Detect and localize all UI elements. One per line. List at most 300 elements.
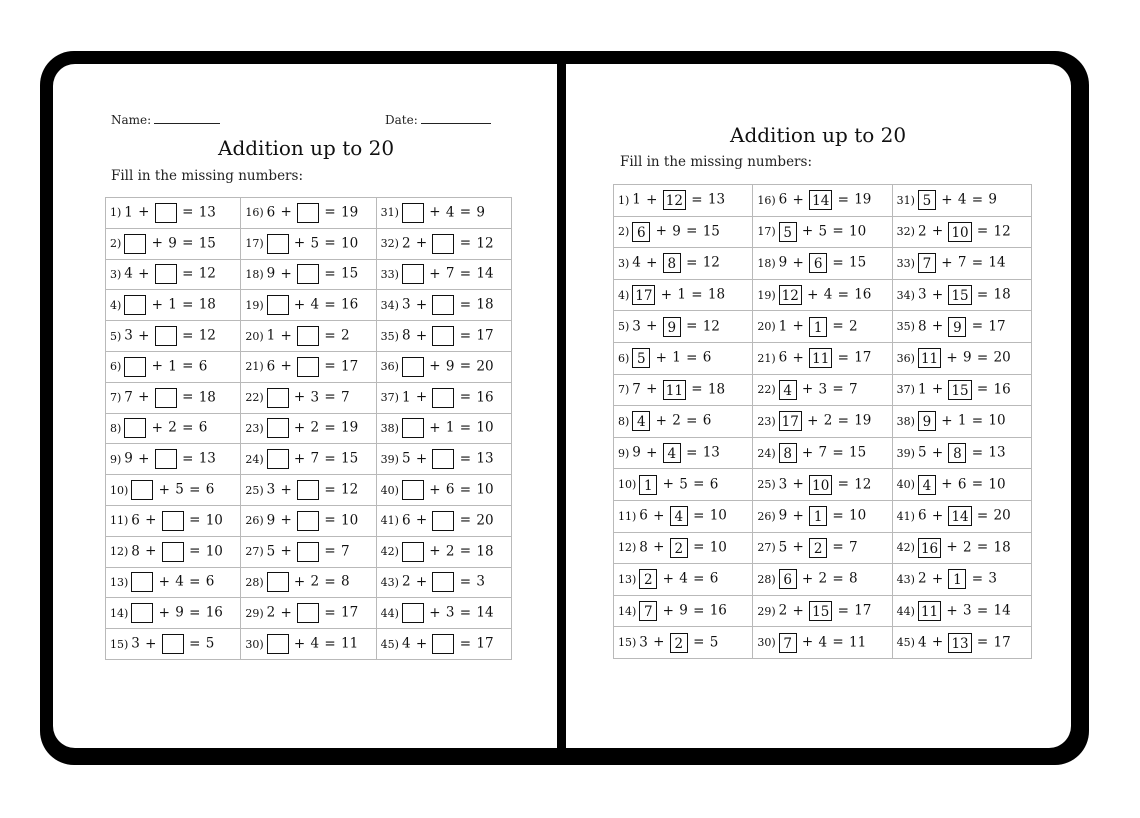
- sum-value: 15: [849, 254, 867, 271]
- problem-cell: [376, 382, 511, 413]
- problem-cell: [614, 469, 753, 501]
- sum-value: 9: [988, 191, 997, 208]
- plus-sign: +: [411, 573, 432, 590]
- table-row: [614, 564, 1032, 596]
- sum-value: 18: [993, 286, 1011, 303]
- equals-sign: =: [455, 543, 476, 560]
- answer-input-box[interactable]: [162, 542, 184, 562]
- problem-cell: [376, 629, 511, 660]
- addend: 1: [168, 296, 177, 313]
- addend: 3: [778, 476, 788, 493]
- answer-input-box[interactable]: [267, 388, 289, 408]
- problem-number: 20): [757, 320, 776, 334]
- plus-sign: +: [797, 444, 818, 461]
- addend: 9: [445, 358, 455, 375]
- problem-cell: [614, 185, 753, 217]
- sum-value: 7: [341, 543, 350, 560]
- problem-number: 31): [380, 206, 399, 220]
- answer-box: 1: [948, 569, 966, 589]
- problem-number: 45): [380, 637, 399, 651]
- sum-value: 16: [476, 389, 494, 406]
- answer-input-box[interactable]: [155, 326, 177, 346]
- problem-number: 8): [618, 414, 630, 428]
- plus-sign: +: [788, 602, 809, 619]
- equals-sign: =: [184, 543, 205, 560]
- problem-number: 17): [245, 237, 264, 251]
- plus-sign: +: [942, 349, 963, 366]
- sum-value: 14: [476, 604, 494, 621]
- table-row: [614, 185, 1032, 217]
- problem-number: 10): [618, 478, 637, 492]
- answer-input-box[interactable]: [297, 480, 319, 500]
- equals-sign: =: [688, 539, 709, 556]
- problem-number: 18): [757, 256, 776, 270]
- answer-input-box[interactable]: [124, 418, 146, 438]
- addend: 8: [639, 539, 648, 556]
- sum-value: 10: [205, 512, 223, 529]
- plus-sign: +: [788, 349, 809, 366]
- addend: 9: [672, 223, 681, 240]
- answer-box: 2: [809, 538, 827, 558]
- answer-box: 11: [663, 380, 686, 400]
- problem-cell: [106, 198, 241, 229]
- problem-number: 24): [245, 452, 264, 466]
- sum-value: 10: [476, 481, 494, 498]
- equals-sign: =: [184, 635, 205, 652]
- answer-input-box[interactable]: [402, 357, 424, 377]
- problem-number: 9): [618, 446, 630, 460]
- answer-input-box[interactable]: [267, 449, 289, 469]
- equals-sign: =: [833, 476, 854, 493]
- sum-value: 18: [707, 286, 726, 303]
- answer-input-box[interactable]: [267, 295, 289, 315]
- answer-input-box[interactable]: [402, 480, 424, 500]
- problem-number: 26): [245, 514, 264, 528]
- problem-cell: [106, 567, 241, 598]
- addend: 2: [401, 235, 411, 252]
- equals-sign: =: [828, 444, 849, 461]
- answer-box: 5: [918, 190, 936, 210]
- plus-sign: +: [936, 412, 957, 429]
- worksheet-title: Addition up to 20: [218, 136, 395, 160]
- answer-box: 16: [918, 538, 941, 558]
- problem-number: 36): [380, 360, 399, 374]
- problem-number: 16): [757, 193, 776, 207]
- answer-input-box[interactable]: [432, 326, 454, 346]
- answer-input-box[interactable]: [432, 572, 454, 592]
- problem-number: 28): [757, 572, 776, 586]
- plus-sign: +: [411, 450, 432, 467]
- problem-number: 34): [896, 288, 915, 302]
- answer-input-box[interactable]: [432, 449, 454, 469]
- name-field: [111, 112, 220, 127]
- answer-input-box[interactable]: [155, 388, 177, 408]
- equals-sign: =: [833, 349, 854, 366]
- addend: 4: [175, 573, 184, 590]
- problem-cell: [892, 342, 1031, 374]
- addend: 1: [917, 381, 927, 398]
- problem-number: 12): [618, 541, 637, 555]
- problem-number: 43): [380, 575, 399, 589]
- answer-input-box[interactable]: [155, 449, 177, 469]
- sum-value: 13: [476, 450, 494, 467]
- equals-sign: =: [455, 327, 476, 344]
- addend: 5: [266, 543, 276, 560]
- plus-sign: +: [147, 419, 168, 436]
- answer-box: 6: [779, 569, 797, 589]
- sum-value: 3: [476, 573, 485, 590]
- problem-number: 27): [245, 545, 264, 559]
- problem-cell: [241, 536, 376, 567]
- answer-input-box[interactable]: [402, 603, 424, 623]
- answer-box: 10: [948, 222, 971, 242]
- sum-value: 10: [341, 512, 359, 529]
- answer-input-box[interactable]: [297, 542, 319, 562]
- problem-cell: [614, 627, 753, 659]
- problem-number: 25): [245, 483, 264, 497]
- answer-input-box[interactable]: [432, 234, 454, 254]
- answer-input-box[interactable]: [267, 418, 289, 438]
- problem-number: 10): [110, 483, 129, 497]
- sum-value: 12: [341, 481, 359, 498]
- sum-value: 16: [993, 381, 1011, 398]
- problem-cell: [376, 228, 511, 259]
- problem-number: 19): [757, 288, 776, 302]
- problem-number: 28): [245, 575, 264, 589]
- answer-input-box[interactable]: [297, 264, 319, 284]
- plus-sign: +: [276, 204, 297, 221]
- answer-input-box[interactable]: [162, 511, 184, 531]
- date-field: [385, 112, 491, 127]
- plus-sign: +: [942, 539, 963, 556]
- answer-input-box[interactable]: [297, 357, 319, 377]
- addend: 8: [401, 327, 411, 344]
- plus-sign: +: [289, 235, 310, 252]
- addend: 1: [672, 349, 681, 366]
- equals-sign: =: [688, 507, 709, 524]
- sum-value: 11: [849, 634, 867, 651]
- problem-cell: [614, 279, 753, 311]
- plus-sign: +: [147, 235, 168, 252]
- equals-sign: =: [455, 389, 476, 406]
- equals-sign: =: [688, 634, 709, 651]
- plus-sign: +: [658, 570, 679, 587]
- answer-box: 14: [948, 506, 971, 526]
- answer-input-box[interactable]: [432, 295, 454, 315]
- sum-value: 20: [476, 358, 494, 375]
- equals-sign: =: [320, 235, 341, 252]
- sum-value: 12: [993, 223, 1011, 240]
- plus-sign: +: [927, 286, 948, 303]
- answer-input-box[interactable]: [155, 203, 177, 223]
- table-row: [106, 629, 512, 660]
- date-label: Date:: [385, 113, 418, 127]
- equals-sign: =: [688, 602, 709, 619]
- equals-sign: =: [320, 604, 341, 621]
- sum-value: 18: [707, 381, 726, 398]
- addend: 4: [310, 635, 320, 652]
- addend: 6: [266, 358, 276, 375]
- equals-sign: =: [320, 265, 341, 282]
- problem-cell: [614, 564, 753, 596]
- plus-sign: +: [289, 419, 310, 436]
- answer-input-box[interactable]: [131, 572, 153, 592]
- sum-value: 17: [854, 349, 872, 366]
- equals-sign: =: [177, 419, 198, 436]
- plus-sign: +: [936, 191, 957, 208]
- equals-sign: =: [828, 223, 849, 240]
- equals-sign: =: [681, 349, 702, 366]
- equals-sign: =: [455, 450, 476, 467]
- problem-number: 9): [110, 452, 122, 466]
- addend: 1: [778, 318, 788, 335]
- problem-number: 12): [110, 545, 129, 559]
- problem-number: 38): [896, 414, 915, 428]
- problem-number: 7): [110, 391, 122, 405]
- addend: 5: [917, 444, 927, 461]
- problem-number: 3): [618, 256, 630, 270]
- problem-cell: [376, 259, 511, 290]
- answer-input-box[interactable]: [432, 634, 454, 654]
- equals-sign: =: [320, 573, 341, 590]
- addend: 4: [445, 204, 455, 221]
- equals-sign: =: [455, 481, 476, 498]
- equals-sign: =: [972, 349, 993, 366]
- sum-value: 7: [849, 539, 858, 556]
- plus-sign: +: [927, 318, 948, 335]
- table-row: [106, 567, 512, 598]
- sum-value: 10: [709, 539, 727, 556]
- problem-cell: [614, 595, 753, 627]
- addend: 3: [632, 318, 641, 335]
- answer-input-box[interactable]: [402, 542, 424, 562]
- problem-cell: [376, 351, 511, 382]
- addend: 1: [632, 191, 641, 208]
- answer-box: 14: [809, 190, 832, 210]
- problem-cell: [241, 259, 376, 290]
- sum-value: 20: [476, 512, 494, 529]
- problem-cell: [753, 500, 892, 532]
- plus-sign: +: [927, 223, 948, 240]
- problem-cell: [753, 469, 892, 501]
- equals-sign: =: [184, 481, 205, 498]
- problem-number: 45): [896, 636, 915, 650]
- plus-sign: +: [289, 296, 310, 313]
- answer-box: 4: [779, 380, 797, 400]
- addend: 3: [445, 604, 455, 621]
- answer-input-box[interactable]: [131, 480, 153, 500]
- equals-sign: =: [972, 507, 993, 524]
- answer-box: 4: [632, 411, 650, 431]
- sum-value: 14: [476, 265, 494, 282]
- plus-sign: +: [154, 573, 175, 590]
- answer-input-box[interactable]: [124, 234, 146, 254]
- problem-number: 37): [380, 391, 399, 405]
- problem-cell: [241, 444, 376, 475]
- plus-sign: +: [797, 381, 818, 398]
- equals-sign: =: [828, 570, 849, 587]
- plus-sign: +: [648, 539, 669, 556]
- problem-number: 21): [245, 360, 264, 374]
- answer-input-box[interactable]: [267, 234, 289, 254]
- sum-value: 6: [709, 476, 719, 493]
- problem-cell: [241, 598, 376, 629]
- equals-sign: =: [833, 602, 854, 619]
- plus-sign: +: [276, 358, 297, 375]
- sum-value: 12: [198, 265, 216, 282]
- addend: 1: [957, 412, 967, 429]
- equals-sign: =: [455, 573, 476, 590]
- equals-sign: =: [967, 444, 988, 461]
- sum-value: 20: [993, 349, 1011, 366]
- problem-number: 29): [757, 604, 776, 618]
- problem-cell: [241, 351, 376, 382]
- equals-sign: =: [828, 539, 849, 556]
- addend: 3: [124, 327, 133, 344]
- equals-sign: =: [833, 412, 854, 429]
- problem-cell: [753, 374, 892, 406]
- problem-cell: [614, 248, 753, 280]
- equals-sign: =: [828, 634, 849, 651]
- problem-number: 20): [245, 329, 264, 343]
- plus-sign: +: [658, 602, 679, 619]
- problem-number: 11): [110, 514, 129, 528]
- table-row: [106, 598, 512, 629]
- equals-sign: =: [681, 412, 702, 429]
- plus-sign: +: [641, 191, 662, 208]
- sum-value: 18: [198, 296, 216, 313]
- plus-sign: +: [140, 635, 161, 652]
- addend: 2: [917, 570, 927, 587]
- sum-value: 3: [988, 570, 997, 587]
- addend: 9: [963, 349, 972, 366]
- plus-sign: +: [656, 286, 677, 303]
- equals-sign: =: [455, 604, 476, 621]
- answer-box: 11: [809, 348, 832, 368]
- answer-input-box[interactable]: [124, 357, 146, 377]
- equals-sign: =: [177, 389, 198, 406]
- addend: 1: [266, 327, 276, 344]
- problem-number: 42): [896, 541, 915, 555]
- addend: 6: [445, 481, 455, 498]
- problem-number: 15): [618, 636, 637, 650]
- answer-input-box[interactable]: [162, 634, 184, 654]
- plus-sign: +: [927, 634, 948, 651]
- sum-value: 5: [709, 634, 719, 651]
- problem-number: 19): [245, 298, 264, 312]
- equals-sign: =: [455, 235, 476, 252]
- addend: 5: [778, 539, 788, 556]
- plus-sign: +: [788, 254, 809, 271]
- table-row: [106, 444, 512, 475]
- problem-number: 38): [380, 421, 399, 435]
- table-row: [106, 198, 512, 229]
- plus-sign: +: [936, 476, 957, 493]
- answer-input-box[interactable]: [402, 418, 424, 438]
- sum-value: 13: [988, 444, 1006, 461]
- addend: 6: [266, 204, 276, 221]
- answer-box: 12: [779, 285, 802, 305]
- answer-input-box[interactable]: [124, 295, 146, 315]
- answer-box: 5: [779, 222, 797, 242]
- problem-number: 30): [245, 637, 264, 651]
- problem-cell: [241, 228, 376, 259]
- equals-sign: =: [320, 543, 341, 560]
- answer-input-box[interactable]: [267, 572, 289, 592]
- equals-sign: =: [828, 318, 849, 335]
- worksheet-page-blank: [53, 64, 557, 748]
- plus-sign: +: [927, 444, 948, 461]
- problem-cell: [241, 505, 376, 536]
- answer-input-box[interactable]: [155, 264, 177, 284]
- problem-cell: [892, 311, 1031, 343]
- problem-number: 35): [380, 329, 399, 343]
- sum-value: 10: [988, 412, 1006, 429]
- answer-box: 15: [809, 601, 832, 621]
- equals-sign: =: [972, 286, 993, 303]
- problem-cell: [892, 185, 1031, 217]
- answer-box: 10: [809, 475, 832, 495]
- problem-cell: [376, 444, 511, 475]
- sum-value: 15: [702, 223, 720, 240]
- answer-input-box[interactable]: [297, 511, 319, 531]
- problem-cell: [376, 198, 511, 229]
- equals-sign: =: [688, 570, 709, 587]
- equals-sign: =: [833, 286, 854, 303]
- problem-number: 44): [380, 606, 399, 620]
- problem-number: 6): [618, 351, 630, 365]
- answer-input-box[interactable]: [432, 388, 454, 408]
- answer-input-box[interactable]: [297, 203, 319, 223]
- addend: 4: [823, 286, 833, 303]
- answer-box: 13: [948, 633, 971, 653]
- equals-sign: =: [686, 286, 707, 303]
- addend: 6: [401, 512, 411, 529]
- plus-sign: +: [788, 318, 809, 335]
- addend: 9: [124, 450, 133, 467]
- problem-cell: [892, 374, 1031, 406]
- sum-value: 15: [849, 444, 867, 461]
- problem-cell: [753, 437, 892, 469]
- problem-number: 37): [896, 383, 915, 397]
- plus-sign: +: [797, 634, 818, 651]
- problem-cell: [106, 351, 241, 382]
- plus-sign: +: [154, 481, 175, 498]
- answer-input-box[interactable]: [402, 203, 424, 223]
- equals-sign: =: [455, 419, 476, 436]
- answer-input-box[interactable]: [297, 326, 319, 346]
- answer-input-box[interactable]: [267, 634, 289, 654]
- equals-sign: =: [681, 444, 702, 461]
- equals-sign: =: [972, 223, 993, 240]
- problem-number: 43): [896, 572, 915, 586]
- addend: 4: [401, 635, 411, 652]
- problem-number: 30): [757, 636, 776, 650]
- equals-sign: =: [681, 254, 702, 271]
- plus-sign: +: [276, 327, 297, 344]
- plus-sign: +: [942, 602, 963, 619]
- table-row: [614, 437, 1032, 469]
- answer-input-box[interactable]: [402, 264, 424, 284]
- addend: 4: [124, 265, 133, 282]
- answer-input-box[interactable]: [432, 511, 454, 531]
- answer-input-box[interactable]: [297, 603, 319, 623]
- answer-input-box[interactable]: [131, 603, 153, 623]
- sum-value: 16: [854, 286, 872, 303]
- sum-value: 10: [476, 419, 494, 436]
- addend: 9: [632, 444, 641, 461]
- equals-sign: =: [455, 512, 476, 529]
